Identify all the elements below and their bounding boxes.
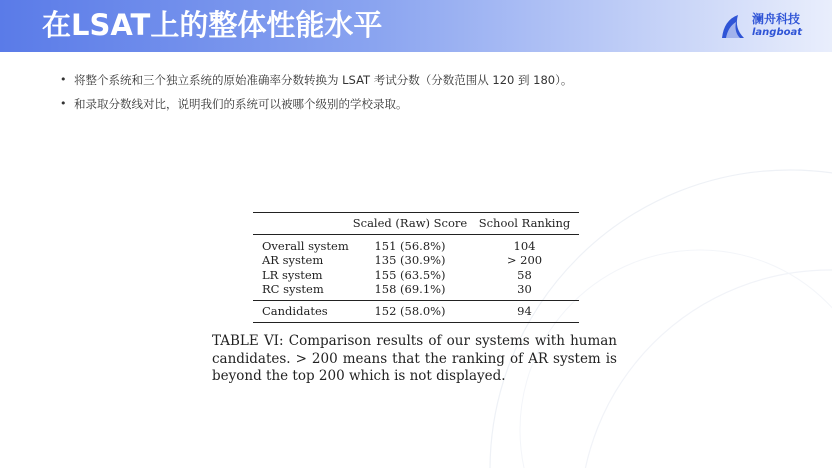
table-row [253, 282, 579, 297]
bullet-text: 将整个系统和三个独立系统的原始准确率分数转换为 LSAT 考试分数（分数范围从 120 到 180）。 [74, 73, 573, 87]
ranking-cell: 104 [513, 238, 536, 253]
score-cell: 135 (30.9%) [374, 253, 446, 267]
logo-name-en: langboat [752, 27, 803, 38]
score-cell: 152 (58.0%) [374, 303, 446, 318]
bullet-dot-icon: • [60, 73, 67, 86]
table-header-row [253, 213, 579, 234]
header-bar [0, 0, 832, 52]
system-name-cell: Candidates [262, 303, 328, 318]
system-name-cell: RC system [262, 282, 324, 296]
table-row [253, 239, 579, 254]
score-cell: 151 (56.8%) [374, 238, 446, 253]
ranking-cell: 30 [517, 282, 532, 296]
bullet-dot-icon: • [60, 97, 67, 110]
ranking-cell: > 200 [506, 253, 543, 267]
table-row [253, 253, 579, 268]
table-body [253, 235, 579, 300]
logo [718, 9, 828, 45]
system-name-cell: Overall system [262, 238, 349, 253]
table-row [253, 268, 579, 283]
page-title: 在LSAT上的整体性能水平 [42, 8, 383, 42]
sail-logo-icon [718, 12, 748, 42]
ranking-cell: 58 [517, 267, 532, 282]
table-bottom-rule [253, 322, 579, 323]
bullet-list [60, 72, 760, 120]
results-table [253, 212, 579, 323]
system-name-cell: LR system [262, 267, 323, 282]
score-cell: 158 (69.1%) [374, 282, 446, 296]
table-caption: TABLE VI: Comparison results of our systems with human candidates. > 200 means that the ranking of AR system is beyond the top 200 which is not displayed. [212, 333, 617, 385]
header-cell-score: Scaled (Raw) Score [352, 216, 468, 230]
header-cell-ranking: School Ranking [478, 216, 571, 230]
bullet-item [60, 96, 760, 112]
logo-name-cn: 澜舟科技 [752, 12, 801, 26]
table-row-candidates [253, 301, 579, 323]
header-cell-system [253, 216, 350, 231]
bullet-item [60, 72, 760, 88]
score-cell: 155 (63.5%) [374, 267, 446, 282]
system-name-cell: AR system [262, 253, 324, 267]
ranking-cell: 94 [517, 303, 532, 318]
bullet-text: 和录取分数线对比，说明我们的系统可以被哪个级别的学校录取。 [74, 97, 408, 111]
